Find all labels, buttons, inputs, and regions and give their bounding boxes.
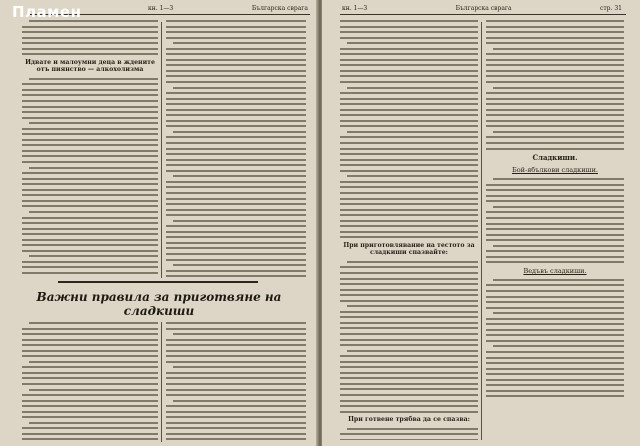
watermark-logo: Пламен bbox=[12, 3, 82, 21]
left-col1-text-b bbox=[22, 78, 158, 278]
right-column-divider bbox=[481, 22, 482, 440]
section-title-line-2: сладкиши bbox=[123, 304, 195, 318]
left-col1-text-a bbox=[22, 20, 158, 55]
right-column-1 bbox=[340, 20, 478, 440]
right-recipe-heading-1: Бой-ябълкови сладкиши. bbox=[511, 166, 598, 175]
right-subheading-2: При готвене трябва да се спазва: bbox=[348, 416, 470, 424]
left-running-head bbox=[148, 2, 308, 14]
right-head-rule bbox=[340, 14, 626, 15]
left-issue-label: кн. 1—3 bbox=[148, 4, 174, 12]
section-top-rule bbox=[58, 281, 258, 283]
left-column-divider bbox=[161, 22, 162, 278]
right-running-title: Българска сврага bbox=[455, 4, 512, 12]
right-section-heading: Сладкиши. bbox=[532, 153, 578, 163]
left-column-1-lower bbox=[22, 322, 158, 442]
right-recipe-heading-2: Ведъвъ сладкиши. bbox=[523, 266, 587, 275]
right-running-head bbox=[342, 2, 622, 14]
right-issue-label: кн. 1—3 bbox=[342, 4, 368, 12]
left-column-1 bbox=[22, 20, 158, 278]
left-column-2-lower bbox=[166, 322, 306, 442]
right-subheading-1: При приготовлявание на тестото за сладкиши спазвайте: bbox=[343, 241, 475, 257]
left-running-title: Българска сврага bbox=[251, 4, 308, 12]
right-page bbox=[322, 0, 640, 446]
left-page bbox=[0, 0, 318, 446]
left-column-2 bbox=[166, 20, 306, 278]
right-column-2 bbox=[486, 20, 624, 440]
right-page-number: стр. 31 bbox=[600, 4, 622, 12]
left-subheading: Идвате и малоумни деца в ждените отъ пиянство — алкохолизма bbox=[25, 58, 155, 74]
left-lower-divider bbox=[161, 322, 162, 442]
section-title bbox=[14, 290, 304, 318]
section-title-line-1: Важни правила за приготвяне на bbox=[36, 290, 282, 304]
